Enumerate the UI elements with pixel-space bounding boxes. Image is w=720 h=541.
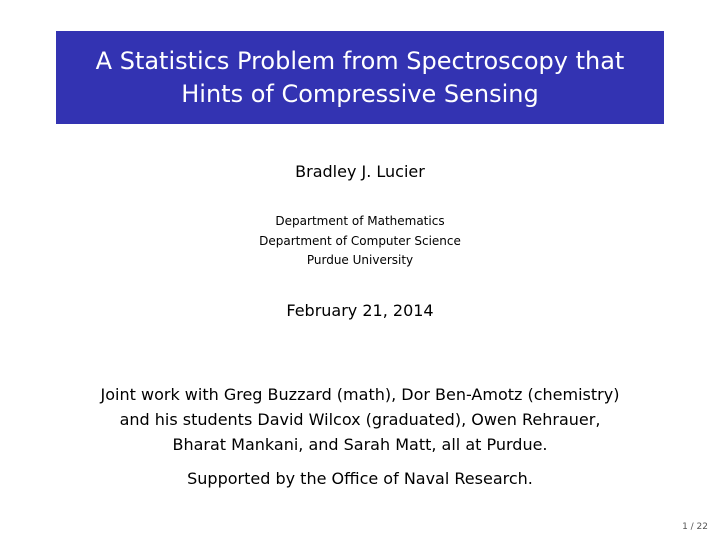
affiliation-cs: Department of Computer Science: [259, 233, 461, 248]
affiliation-university: Purdue University: [306, 253, 414, 267]
title-line-1: A Statistics Problem from Spectroscopy that: [95, 46, 625, 75]
affiliation-math: Department of Mathematics: [275, 214, 445, 228]
title-banner: [56, 31, 664, 124]
title-line-2: Hints of Compressive Sensing: [181, 79, 539, 108]
author-name: Bradley J. Lucier: [295, 162, 425, 181]
page-number: 1 / 22: [682, 522, 708, 532]
joint-work-line: Joint work with Greg Buzzard (math), Dor Ben-Amotz (chemistry): [100, 385, 620, 404]
joint-work-line: and his students David Wilcox (graduated), Owen Rehrauer,: [119, 410, 601, 429]
joint-work-line: Bharat Mankani, and Sarah Matt, all at Purdue.: [172, 435, 548, 454]
funding-acknowledgement: Supported by the Office of Naval Research.: [187, 469, 533, 488]
presentation-date: February 21, 2014: [286, 301, 434, 320]
joint-work-credits: [0, 382, 720, 457]
affiliations: [0, 212, 720, 271]
